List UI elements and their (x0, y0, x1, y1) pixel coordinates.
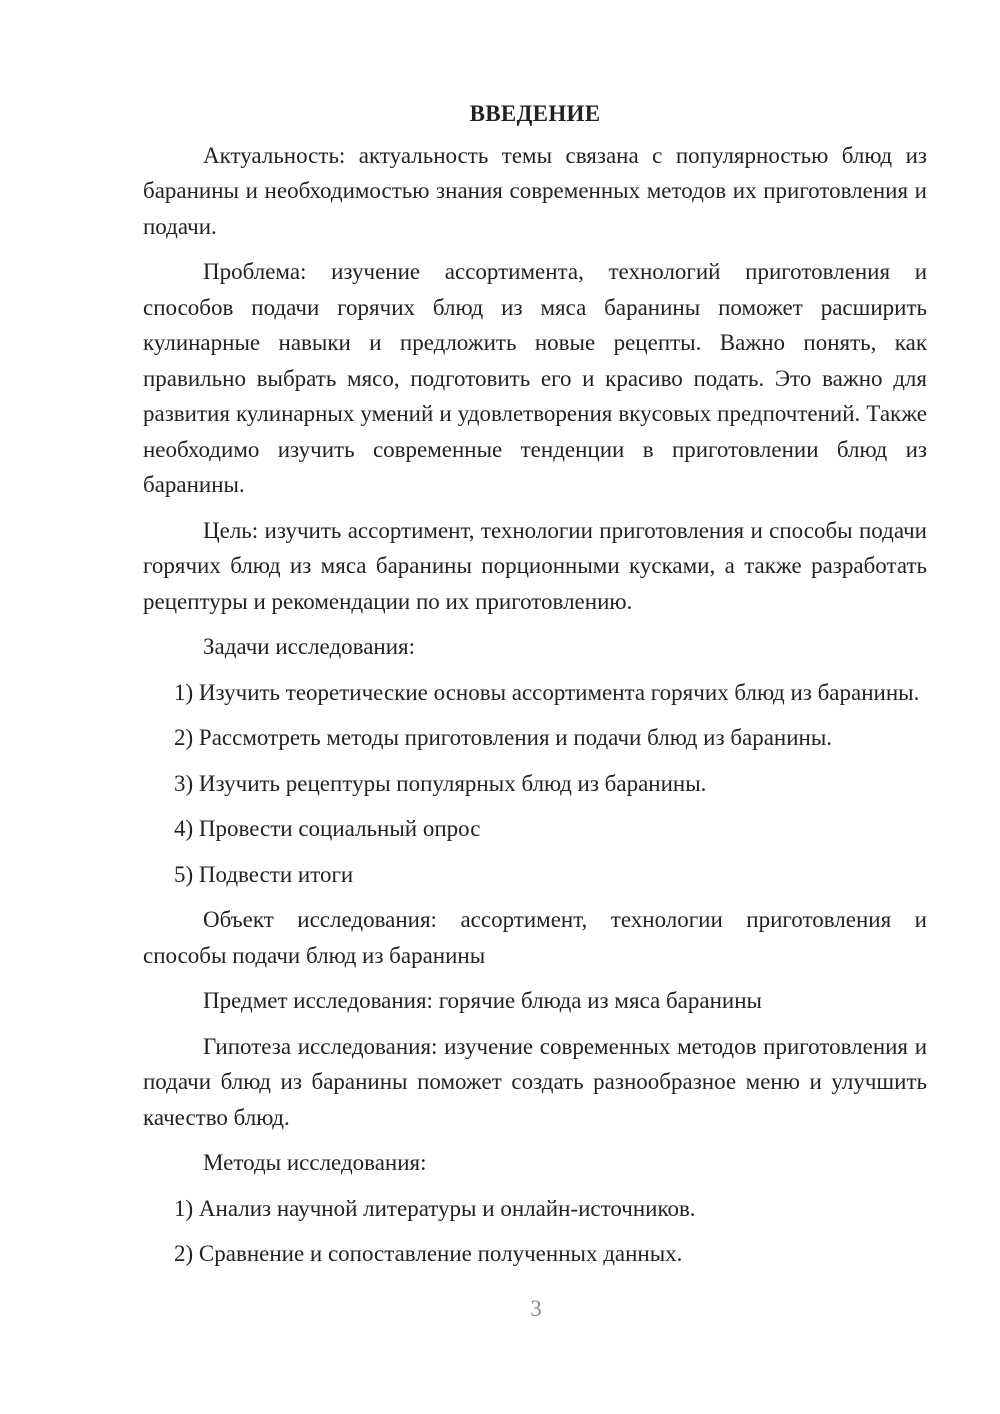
subject-paragraph: Предмет исследования: горячие блюда из мяса баранины (203, 988, 762, 1013)
method-item: 1) Анализ научной литературы и онлайн-источников. (174, 1195, 696, 1221)
hypothesis-paragraph: Гипотеза исследования: изучение современных методов приготовления и подачи блюд из баранины поможет создать разнообразное меню и улучшить качество блюд. (143, 1033, 927, 1130)
goal-paragraph: Цель: изучить ассортимент, технологии приготовления и способы подачи горячих блюд из мяса баранины порционными кусками, а также разработать рецептуры и рекомендации по их приготовлению. (143, 517, 927, 614)
task-item: 2) Рассмотреть методы приготовления и подачи блюд из баранины. (174, 725, 833, 750)
document-page (143, 96, 927, 1282)
object-paragraph: Объект исследования: ассортимент, технологии приготовления и способы подачи блюд из баранины (143, 907, 927, 968)
method-item: 2) Сравнение и сопоставление полученных данных. (174, 1241, 683, 1266)
task-item: 3) Изучить рецептуры популярных блюд из баранины. (174, 770, 707, 796)
methods-heading: Методы исследования: (203, 1150, 427, 1175)
page-title: ВВЕДЕНИЕ (469, 101, 601, 126)
relevance-paragraph: Актуальность: актуальность темы связана с популярностью блюд из баранины и необходимостью знания современных методов их приготовления и подачи. (143, 142, 927, 239)
page-number: 3 (530, 1296, 542, 1321)
task-item: 4) Провести социальный опрос (174, 816, 481, 841)
task-item: 5) Подвести итоги (174, 861, 354, 887)
problem-paragraph: Проблема: изучение ассортимента, технологий приготовления и способов подачи горячих блюд из мяса баранины поможет расширить кулинарные навыки и предложить новые рецепты. Важно понять, как правильно выбрать мясо, подготовить его и красиво подать. Это важно для развития кулинарных умений и удовлетворения вкусовых предпочтений. Также необходимо изучить современные тенденции в приготовлении блюд из баранины. (143, 259, 927, 497)
tasks-heading: Задачи исследования: (203, 634, 416, 659)
task-item: 1) Изучить теоретические основы ассортимента горячих блюд из баранины. (174, 679, 920, 705)
